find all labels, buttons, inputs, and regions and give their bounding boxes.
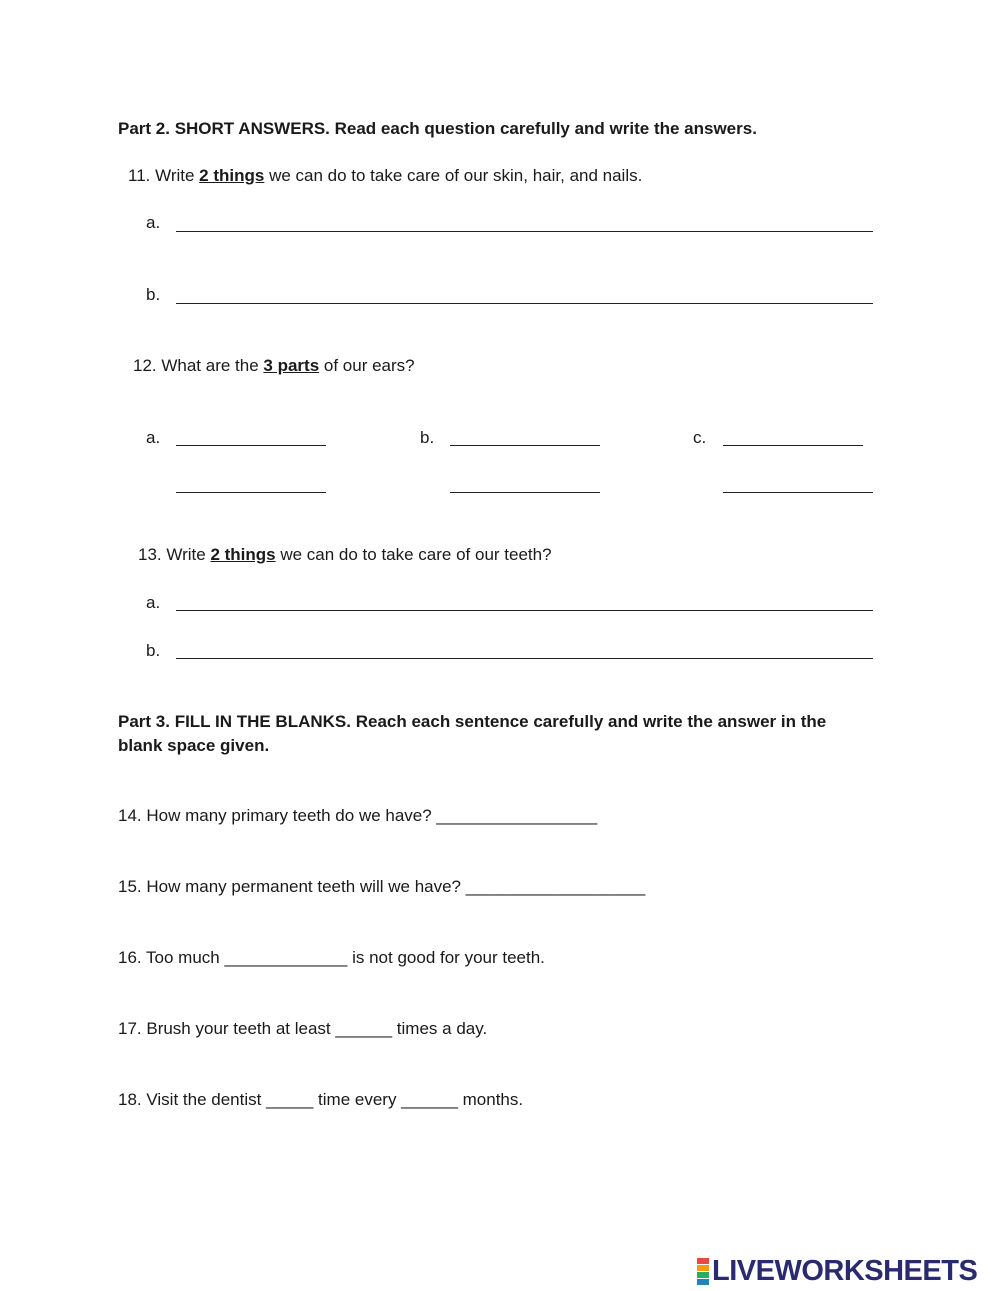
- question-14[interactable]: 14. How many primary teeth do we have? _________________: [118, 806, 598, 825]
- q13-answer-line-a[interactable]: [176, 610, 873, 611]
- q13-label-b: b.: [146, 641, 161, 660]
- question-11-rest: we can do to take care of our skin, hair, and nails.: [264, 166, 643, 185]
- logo-block-red: [697, 1258, 709, 1264]
- q11-label-a: a.: [146, 213, 161, 232]
- q12-answer-line-c2[interactable]: [723, 492, 873, 493]
- q11-label-b: b.: [146, 285, 161, 304]
- q12-answer-line-a1[interactable]: [176, 445, 326, 446]
- liveworksheets-logo: [697, 1256, 977, 1286]
- q12-answer-line-b2[interactable]: [450, 492, 600, 493]
- question-11: [128, 166, 642, 186]
- question-13-emphasis: 2 things: [210, 545, 276, 564]
- q12-answer-line-b1[interactable]: [450, 445, 600, 446]
- part3-heading-line2: blank space given.: [118, 736, 270, 755]
- question-13-rest: we can do to take care of our teeth?: [275, 545, 552, 564]
- question-12: [133, 356, 415, 376]
- logo-block-green: [697, 1272, 709, 1278]
- question-18[interactable]: 18. Visit the dentist _____ time every ______ months.: [118, 1090, 524, 1109]
- q12-answer-line-a2[interactable]: [176, 492, 326, 493]
- q12-answer-line-c1[interactable]: [723, 445, 863, 446]
- logo-text: LIVEWORKSHEETS: [712, 1254, 978, 1287]
- question-12-rest: of our ears?: [319, 356, 415, 375]
- question-17[interactable]: 17. Brush your teeth at least ______ times a day.: [118, 1019, 488, 1038]
- logo-block-blue: [697, 1279, 709, 1285]
- q11-answer-line-b[interactable]: [176, 303, 873, 304]
- logo-block-orange: [697, 1265, 709, 1271]
- q13-answer-line-b[interactable]: [176, 658, 873, 659]
- question-11-text: 11. Write: [128, 166, 200, 185]
- question-12-emphasis: 3 parts: [263, 356, 320, 375]
- logo-blocks-icon: [697, 1258, 709, 1285]
- question-12-text: 12. What are the: [133, 356, 264, 375]
- part3-heading-line1: Part 3. FILL IN THE BLANKS. Reach each sentence carefully and write the answer in the: [118, 712, 827, 731]
- q13-label-a: a.: [146, 593, 161, 612]
- q12-label-b: b.: [420, 428, 435, 447]
- part2-heading: Part 2. SHORT ANSWERS. Read each question carefully and write the answers.: [118, 119, 757, 138]
- question-16[interactable]: 16. Too much _____________ is not good for your teeth.: [118, 948, 545, 967]
- question-13: [138, 545, 552, 565]
- question-15[interactable]: 15. How many permanent teeth will we have? ___________________: [118, 877, 646, 896]
- question-13-text: 13. Write: [138, 545, 211, 564]
- q12-label-c: c.: [693, 428, 707, 447]
- question-11-emphasis: 2 things: [199, 166, 265, 185]
- q12-label-a: a.: [146, 428, 161, 447]
- q11-answer-line-a[interactable]: [176, 231, 873, 232]
